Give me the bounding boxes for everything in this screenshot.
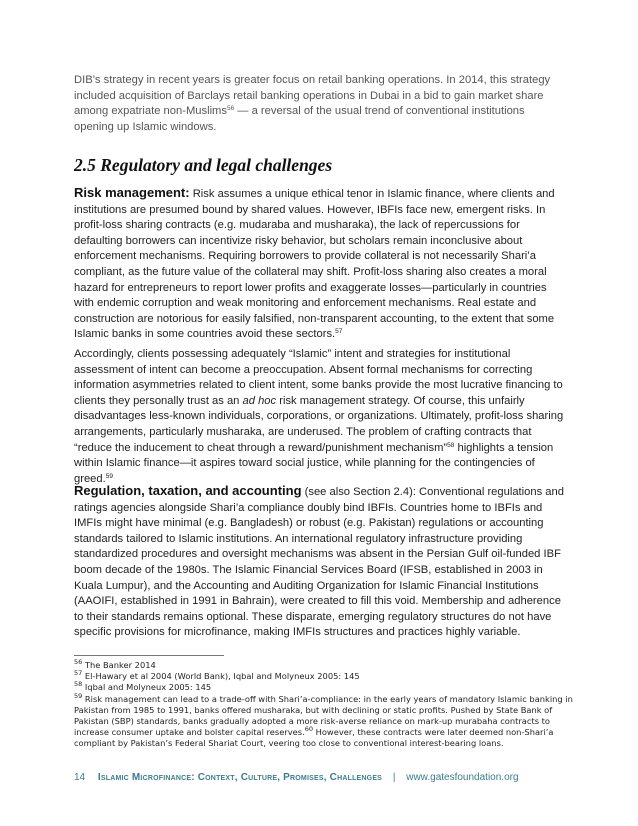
footnote-56 bbox=[74, 660, 574, 671]
risk-management-text: Risk assumes a unique ethical tenor in Islamic finance, where clients and institutions are presumed bound by shared values. However, IBFIs face new, emergent risks. In profit-loss sharing contracts (e.g. mudaraba and musharaka), the lack of repercussions for defaulting borrowers can incentivize risky behavior, but scholars remain inconclusive about enforcement mechanisms. Requiring borrowers to provide collateral is not necessarily Shari’a compliant, as the future value of the collateral may shift. Profit-loss sharing also creates a moral hazard for entrepreneurs to report lower profits and exaggerate losses—particularly in countries with endemic corruption and weak monitoring and enforcement mechanisms. Real estate and construction are notorious for easily falsified, non-transparent accounting, to the extent that some Islamic banks in some countries avoid these sectors. bbox=[74, 188, 555, 341]
footnote-text: Risk management can lead to a trade-off with Shari’a-compliance: in the early years of mandatory Islamic banking in Pakistan from 1985 to 1991, banks offered musharaka, but with declining or static profits. Pushed by State Bank of Pakistan (SBP) standards, banks gradually adopted a more risk-averse reliance on mark-up murabaha contracts to increase consumer uptake and bolster capital reserves. bbox=[74, 693, 573, 738]
footer-title: Islamic Microfinance: Context, Culture, Promises, Challenges bbox=[97, 772, 383, 783]
footnote-text: Iqbal and Molyneux 2005: 145 bbox=[82, 682, 212, 693]
footer-url-link[interactable]: www.gatesfoundation.org bbox=[406, 772, 519, 783]
regulation-paragraph bbox=[74, 483, 566, 641]
footnote-ref-56[interactable]: 56 bbox=[226, 105, 235, 113]
intent-text-2: risk management strategy. Of course, this unfairly disadvantages less-known individuals, corporations, or organizations. Ultimately, profit-loss sharing arrangements, particularly musharaka, are underused. The problem of crafting contracts that “reduce the inducement to cheat through a reward/punishment mechanism” bbox=[74, 394, 564, 454]
footnote-number: 56 bbox=[74, 658, 83, 666]
footnote-text: The Banker 2014 bbox=[82, 660, 156, 670]
footer-separator: | bbox=[392, 772, 396, 783]
intro-text-2: — a reversal of the usual trend of conventional institutions opening up Islamic windows. bbox=[74, 105, 525, 133]
footnote-ref-60: 60 bbox=[304, 725, 313, 734]
risk-management-paragraph bbox=[74, 185, 566, 343]
page-footer bbox=[74, 772, 564, 783]
footnote-divider bbox=[74, 655, 224, 656]
risk-management-lead: Risk management: bbox=[74, 185, 190, 200]
intent-italic: ad hoc bbox=[242, 394, 277, 407]
footnote-ref-59[interactable]: 59 bbox=[105, 472, 113, 480]
section-heading: 2.5 Regulatory and legal challenges bbox=[74, 155, 333, 175]
regulation-lead: Regulation, taxation, and accounting bbox=[74, 483, 302, 498]
footnote-59 bbox=[74, 691, 574, 750]
footnote-57 bbox=[74, 671, 574, 682]
footnote-number: 58 bbox=[74, 680, 83, 689]
footnote-text-2: However, these contracts were later deemed non-Shari’a compliant by Pakistan’s Federal Shariat Court, veering too close to conventional interest-bearing loans. bbox=[74, 727, 554, 749]
footnote-text: El-Hawary et al 2004 (World Bank), Iqbal and Molyneux 2005: 145 bbox=[82, 671, 360, 682]
intro-text-1: DIB’s strategy in recent years is greater focus on retail banking operations. In 2014, this strategy included acquisition of Barclays retail banking operations in Dubai in a bid to gain market share among expatriate non-Muslims bbox=[74, 74, 551, 118]
footnote-58 bbox=[74, 682, 574, 693]
footnote-ref-57[interactable]: 57 bbox=[335, 328, 343, 336]
intro-paragraph bbox=[74, 73, 564, 135]
intent-text-3: highlights a tension within Islamic finance—it aspires toward social justice, while planning for the contingencies of greed. bbox=[74, 441, 554, 485]
footnote-number: 59 bbox=[74, 691, 83, 700]
footnotes bbox=[74, 660, 574, 750]
regulation-text: (see also Section 2.4): Conventional regulations and ratings agencies alongside Shari’a compliance doubly bind IBFIs. Countries home to IBFIs and IMFIs might have minimal (e.g. Bangladesh) or robust (e.g. Pakistan) regulations or accounting standards tailored to Islamic institutions. An international regulatory infrastructure providing standardized procedures and oversight mechanisms was absent in the Persian Gulf oil-funded IBF boom decade of the 1980s. The Islamic Financial Services Board (IFSB, established in 2003 in Kuala Lumpur), and the Accounting and Auditing Organization for Islamic Financial Institutions (AAOIFI, established in 1991 in Bahrain), were created to fill this void. Membership and adherence to their standards remains optional. These disparate, emerging regulatory structures do not have specific provisions for microfinance, making IMFIs structures and practices highly variable. bbox=[74, 486, 564, 639]
footnote-ref-58[interactable]: 58 bbox=[447, 441, 455, 449]
intent-paragraph bbox=[74, 347, 566, 487]
intent-text-1: Accordingly, clients possessing adequately “Islamic” intent and strategies for institutional assessment of intent can become a preoccupation. Absent formal mechanisms for correcting information asymmetries related to client intent, some banks provide the most lucrative financing to clients they personally trust as an bbox=[74, 348, 563, 407]
page-number: 14 bbox=[74, 772, 86, 783]
footnote-number: 57 bbox=[74, 669, 83, 678]
